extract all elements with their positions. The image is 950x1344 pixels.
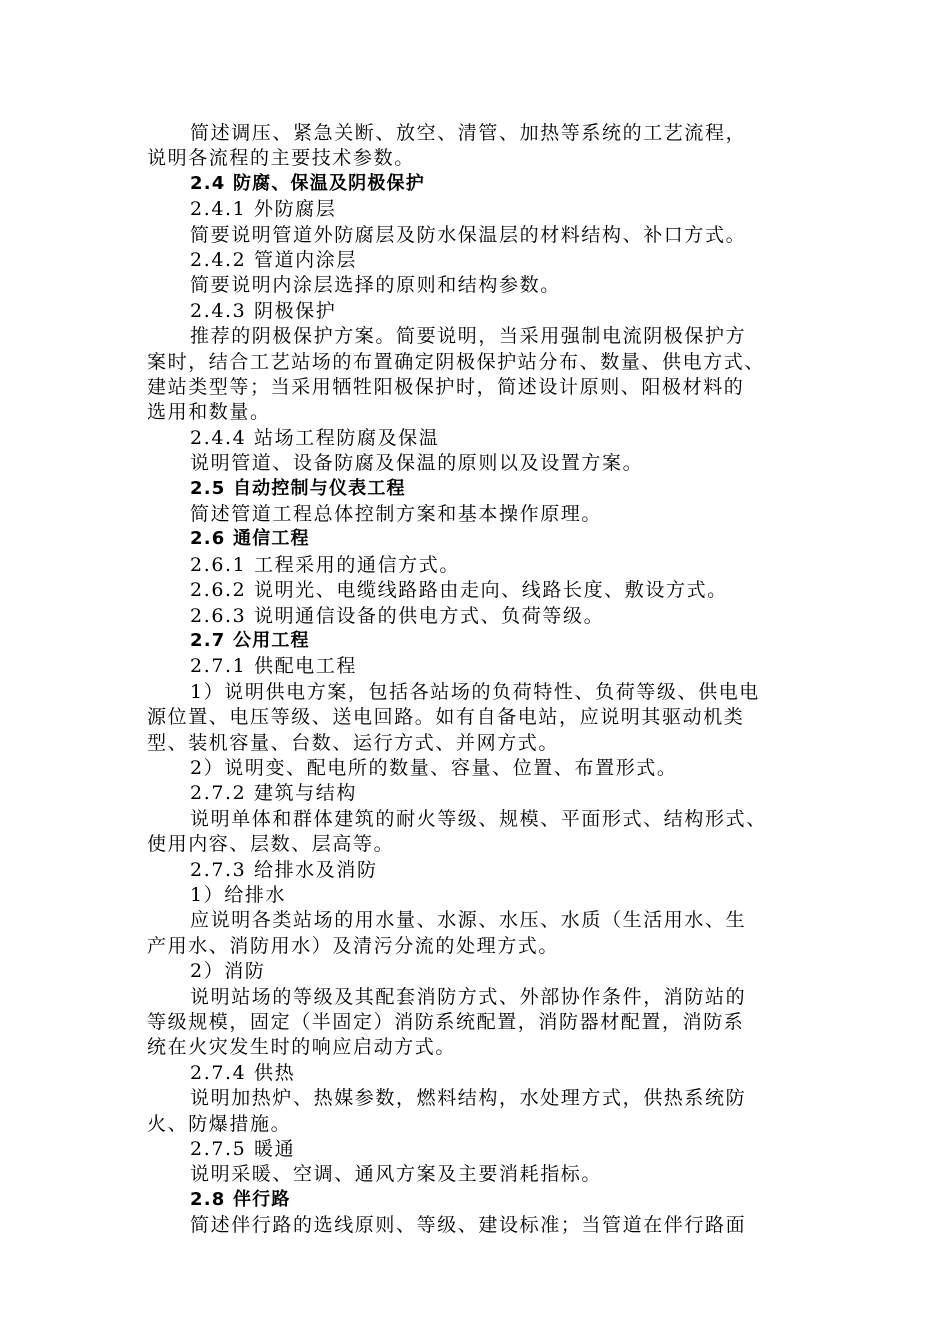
text-line: 2.4.4 站场工程防腐及保温: [190, 426, 440, 449]
section-heading: 2.7 公用工程: [190, 630, 310, 651]
section-heading: 2.4 防腐、保温及阴极保护: [190, 172, 425, 194]
text-line: 2.6.1 工程采用的通信方式。: [190, 553, 460, 576]
section-heading: 2.8 伴行路: [190, 1188, 291, 1210]
text-line: 说明单体和群体建筑的耐火等级、规模、平面形式、结构形式、: [190, 807, 767, 830]
text-line: 说明站场的等级及其配套消防方式、外部协作条件，消防站的: [190, 985, 747, 1008]
text-line: 简要说明管道外防腐层及防水保温层的材料结构、补口方式。: [190, 223, 747, 246]
text-line: 2.4.3 阴极保护: [190, 299, 337, 322]
text-line: 案时，结合工艺站场的布置确定阴极保护站分布、数量、供电方式、: [147, 350, 766, 373]
text-line: 2）消防: [190, 960, 266, 983]
text-line: 统在火灾发生时的响应启动方式。: [147, 1036, 457, 1059]
text-line: 使用内容、层数、层高等。: [147, 833, 395, 856]
text-line: 2.7.2 建筑与结构: [190, 782, 357, 805]
text-line: 简述调压、紧急关断、放空、清管、加热等系统的工艺流程，: [190, 122, 747, 144]
text-line: 建站类型等；当采用牺牲阳极保护时，简述设计原则、阳极材料的: [147, 376, 745, 398]
text-line: 1）给排水: [190, 884, 287, 906]
text-line: 推荐的阴极保护方案。简要说明，当采用强制电流阴极保护方: [190, 325, 747, 348]
text-line: 2.4.1 外防腐层: [190, 198, 337, 221]
text-line: 说明采暖、空调、通风方案及主要消耗指标。: [190, 1163, 603, 1186]
text-line: 2.7.1 供配电工程: [190, 655, 357, 678]
text-line: 2.6.3 说明通信设备的供电方式、负荷等级。: [190, 604, 605, 627]
text-line: 2.7.5 暖通: [190, 1138, 296, 1160]
text-line: 简述伴行路的选线原则、等级、建设标准；当管道在伴行路面: [190, 1214, 747, 1237]
text-line: 2）说明变、配电所的数量、容量、位置、布置形式。: [190, 757, 678, 779]
text-line: 2.7.4 供热: [190, 1061, 296, 1084]
text-line: 源位置、电压等级、送电回路。如有自备电站，应说明其驱动机类: [147, 706, 745, 729]
text-line: 说明加热炉、热媒参数，燃料结构，水处理方式，供热系统防: [190, 1087, 747, 1110]
text-line: 简述管道工程总体控制方案和基本操作原理。: [190, 503, 603, 525]
text-line: 2.7.3 给排水及消防: [190, 858, 378, 881]
text-line: 产用水、消防用水）及清污分流的处理方式。: [147, 934, 560, 957]
text-line: 说明管道、设备防腐及保温的原则以及设置方案。: [190, 452, 644, 475]
text-line: 简要说明内涂层选择的原则和结构参数。: [190, 274, 561, 297]
text-line: 应说明各类站场的用水量、水源、水压、水质（生活用水、生: [190, 909, 747, 932]
text-line: 型、装机容量、台数、运行方式、并网方式。: [147, 731, 560, 754]
text-line: 火、防爆措施。: [147, 1112, 292, 1135]
text-line: 等级规模，固定（半固定）消防系统配置，消防器材配置，消防系: [147, 1011, 745, 1033]
text-line: 1）说明供电方案，包括各站场的负荷特性、负荷等级、供电电: [190, 680, 760, 703]
text-line: 2.4.2 管道内涂层: [190, 249, 357, 271]
section-heading: 2.6 通信工程: [190, 528, 310, 550]
section-heading: 2.5 自动控制与仪表工程: [190, 477, 406, 499]
text-line: 说明各流程的主要技术参数。: [147, 147, 415, 170]
text-line: 2.6.2 说明光、电缆线路路由走向、线路长度、敷设方式。: [190, 579, 728, 602]
text-line: 选用和数量。: [147, 401, 271, 424]
